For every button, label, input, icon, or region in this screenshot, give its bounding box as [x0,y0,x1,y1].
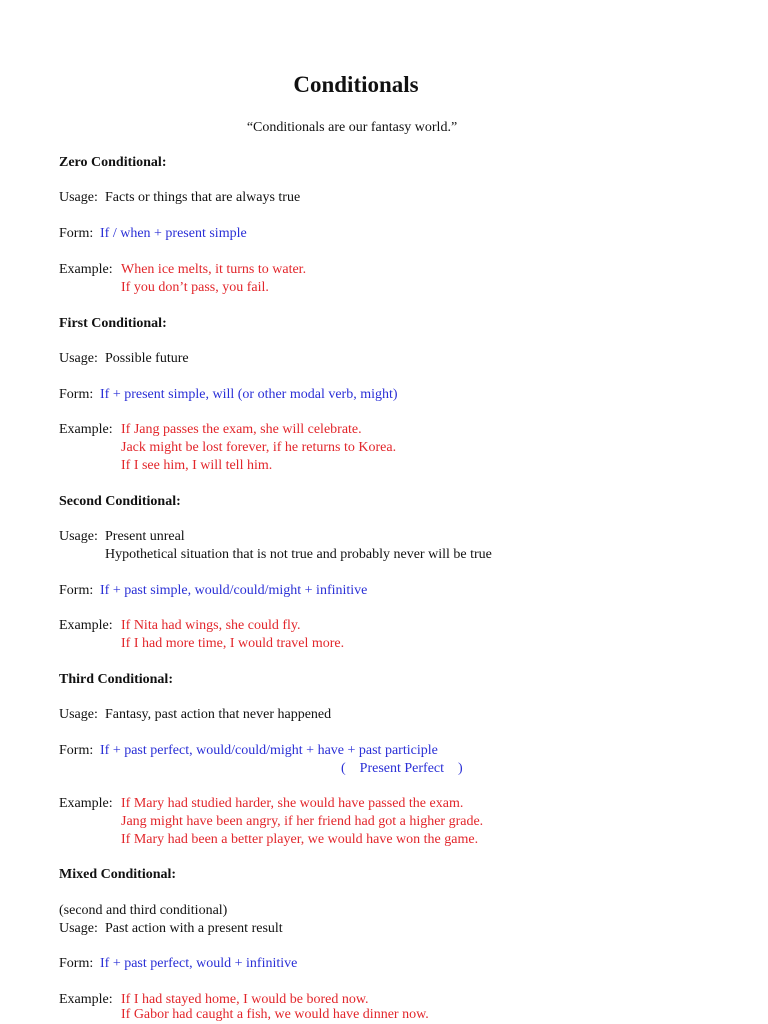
usage-text: Facts or things that are always true [105,190,301,205]
page-title: Conditionals [293,72,419,97]
section-heading: Third Conditional: [59,672,173,687]
form-label: Form: [59,956,94,971]
example-sentence: If Nita had wings, she could fly. [121,618,301,633]
example-sentence: If Mary had studied harder, she would have passed the exam. [121,796,464,811]
example-sentence: If I had more time, I would travel more. [121,636,345,651]
usage-label: Usage: [59,529,98,544]
example-sentence: If I had stayed home, I would be bored now. [121,992,369,1007]
section-heading: Second Conditional: [59,494,181,509]
usage-text: Fantasy, past action that never happened [105,707,332,722]
form-text: If / when + present simple [100,226,247,241]
usage-label: Usage: [59,707,98,722]
example-sentence: If Jang passes the exam, she will celebrate. [121,422,362,437]
section-heading: First Conditional: [59,316,167,331]
section-heading: Zero Conditional: [59,155,167,170]
page-quote: “Conditionals are our fantasy world.” [246,120,458,135]
usage-text: Present unreal [105,529,185,544]
example-label: Example: [59,422,113,437]
form-note: ( Present Perfect ) [341,761,463,776]
section-heading: Mixed Conditional: [59,867,177,882]
example-label: Example: [59,796,113,811]
usage-text: Possible future [105,351,189,366]
form-label: Form: [59,226,94,241]
example-label: Example: [59,618,113,633]
form-text: If + present simple, will (or other modal verb, might) [100,387,398,402]
example-sentence: Jang might have been angry, if her friend had got a higher grade. [121,814,484,829]
usage-text: Hypothetical situation that is not true and probably never will be true [105,547,492,562]
example-sentence: If you don’t pass, you fail. [121,280,269,295]
example-sentence: If Mary had been a better player, we would have won the game. [121,832,479,847]
example-label: Example: [59,992,113,1007]
usage-label: Usage: [59,921,98,936]
usage-label: Usage: [59,351,98,366]
example-label: Example: [59,262,113,277]
form-label: Form: [59,743,94,758]
usage-label: Usage: [59,190,98,205]
example-sentence: If Gabor had caught a fish, we would have dinner now. [121,1007,429,1022]
form-label: Form: [59,387,94,402]
example-sentence: When ice melts, it turns to water. [121,262,307,277]
section-note: (second and third conditional) [59,903,228,918]
example-sentence: Jack might be lost forever, if he returns to Korea. [121,440,397,455]
form-text: If + past perfect, would + infinitive [100,956,298,971]
example-sentence: If I see him, I will tell him. [121,458,273,473]
usage-text: Past action with a present result [105,921,283,936]
form-text: If + past perfect, would/could/might + have + past participle [100,743,438,758]
form-label: Form: [59,583,94,598]
form-text: If + past simple, would/could/might + infinitive [100,583,368,598]
